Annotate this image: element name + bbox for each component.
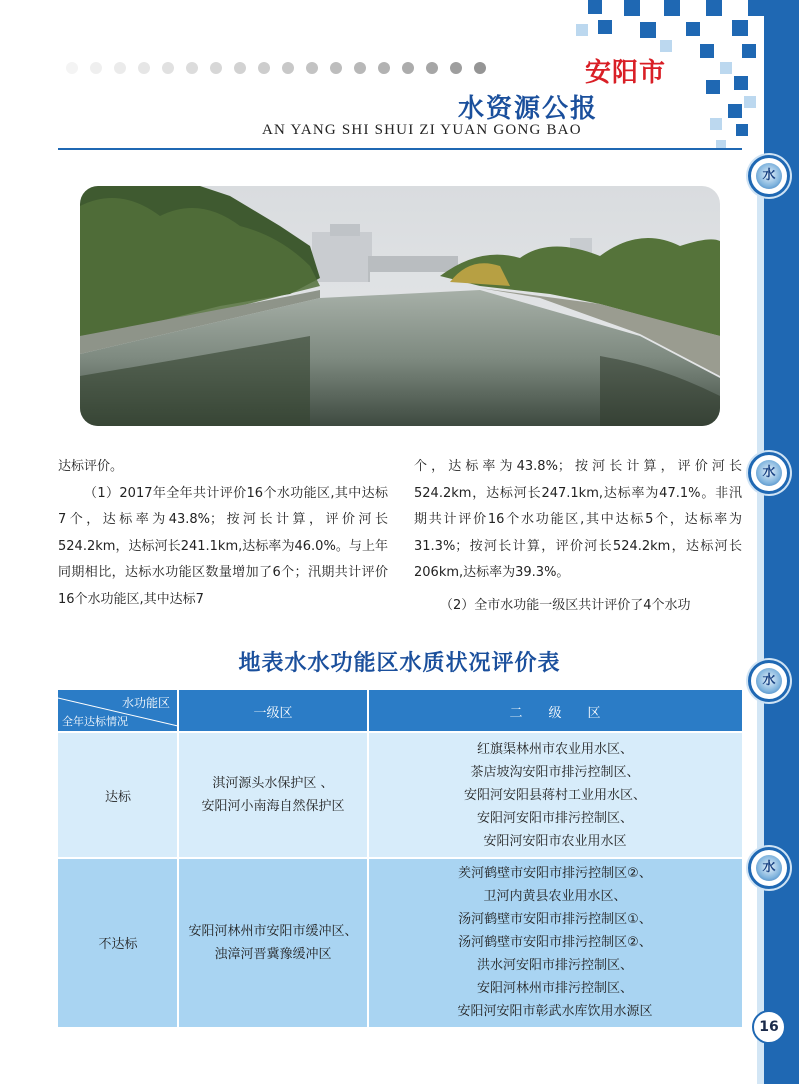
level1-cell <box>178 858 368 1027</box>
body-column-right <box>414 454 742 619</box>
header-rule <box>58 148 742 150</box>
level2-cell <box>368 858 742 1027</box>
level2-cell <box>368 732 742 858</box>
table-title: 地表水水功能区水质状况评价表 <box>238 651 561 676</box>
page-number: 16 <box>752 1010 786 1044</box>
paragraph: 个，达标率为43.8%；按河长计算，评价河长524.2km，达标河长247.1km,达标率为47.1%。非汛期共计评价16个水功能区,其中达标5个，达标率为31.3%；按河长计算，评价河长524.2km，达标河长206km,达标率为39.3%。 <box>414 459 742 580</box>
corner-top-label: 水功能区 <box>121 696 170 710</box>
row-status: 达标 <box>58 732 178 858</box>
header-pinyin: AN YANG SHI SHUI ZI YUAN GONG BAO <box>262 122 582 138</box>
table-divider <box>58 857 742 859</box>
list-item: 安阳河安阳市农业用水区 <box>483 833 627 849</box>
col-header-level1: 一级区 <box>178 690 368 732</box>
paragraph: （1）2017年全年共计评价16个水功能区,其中达标7个，达标率为43.8%；按河长计算，评价河长524.2km，达标河长241.1km,达标率为46.0%。与上年同期相比，达标水功能区数量增加了6个；汛期共计评价16个水功能区,其中达标7 <box>58 485 388 607</box>
emblem-icon: 水 <box>748 452 790 494</box>
row-status: 不达标 <box>58 858 178 1027</box>
evaluation-table <box>58 690 742 1027</box>
paragraph: （2）全市水功能一级区共计评价了4个水功 <box>440 597 691 613</box>
paragraph: 达标评价。 <box>58 459 124 474</box>
river-photo <box>80 186 720 426</box>
list-item: 安阳河小南海自然保护区 <box>201 799 345 814</box>
table-corner-cell <box>58 690 178 732</box>
list-item: 卫河内黄县农业用水区、 <box>483 889 627 904</box>
list-item: 洪水河安阳市排污控制区、 <box>476 958 633 973</box>
list-item: 安阳河安阳县蒋村工业用水区、 <box>463 787 646 803</box>
corner-bottom-label: 全年达标情况 <box>62 715 128 728</box>
emblem-icon: 水 <box>748 660 790 702</box>
emblem-icon: 水 <box>748 847 790 889</box>
list-item: 汤河鹤壁市安阳市排污控制区②、 <box>458 935 652 950</box>
header-title: 水资源公报 <box>458 94 599 124</box>
list-item: 茶店坡沟安阳市排污控制区、 <box>470 764 640 780</box>
list-item: 安阳河安阳市排污控制区、 <box>476 810 633 826</box>
col-header-level2: 二 级 区 <box>368 690 742 732</box>
table-divider <box>58 731 742 733</box>
header-city: 安阳市 <box>585 58 667 88</box>
level1-cell <box>178 732 368 858</box>
list-item: 安阳河林州市安阳市缓冲区、 <box>188 923 358 939</box>
list-item: 安阳河安阳市彰武水库饮用水源区 <box>457 1004 653 1019</box>
list-item: 浊漳河晋冀豫缓冲区 <box>214 946 332 962</box>
list-item: 淇河源头水保护区 、 <box>212 776 334 791</box>
list-item: 安阳河林州市排污控制区、 <box>476 981 633 996</box>
emblem-icon: 水 <box>748 155 790 197</box>
list-item: 红旗渠林州市农业用水区、 <box>476 741 633 757</box>
list-item: 羑河鹤壁市安阳市排污控制区②、 <box>458 866 652 881</box>
list-item: 汤河鹤壁市安阳市排污控制区①、 <box>458 912 652 927</box>
body-column-left <box>58 454 388 613</box>
